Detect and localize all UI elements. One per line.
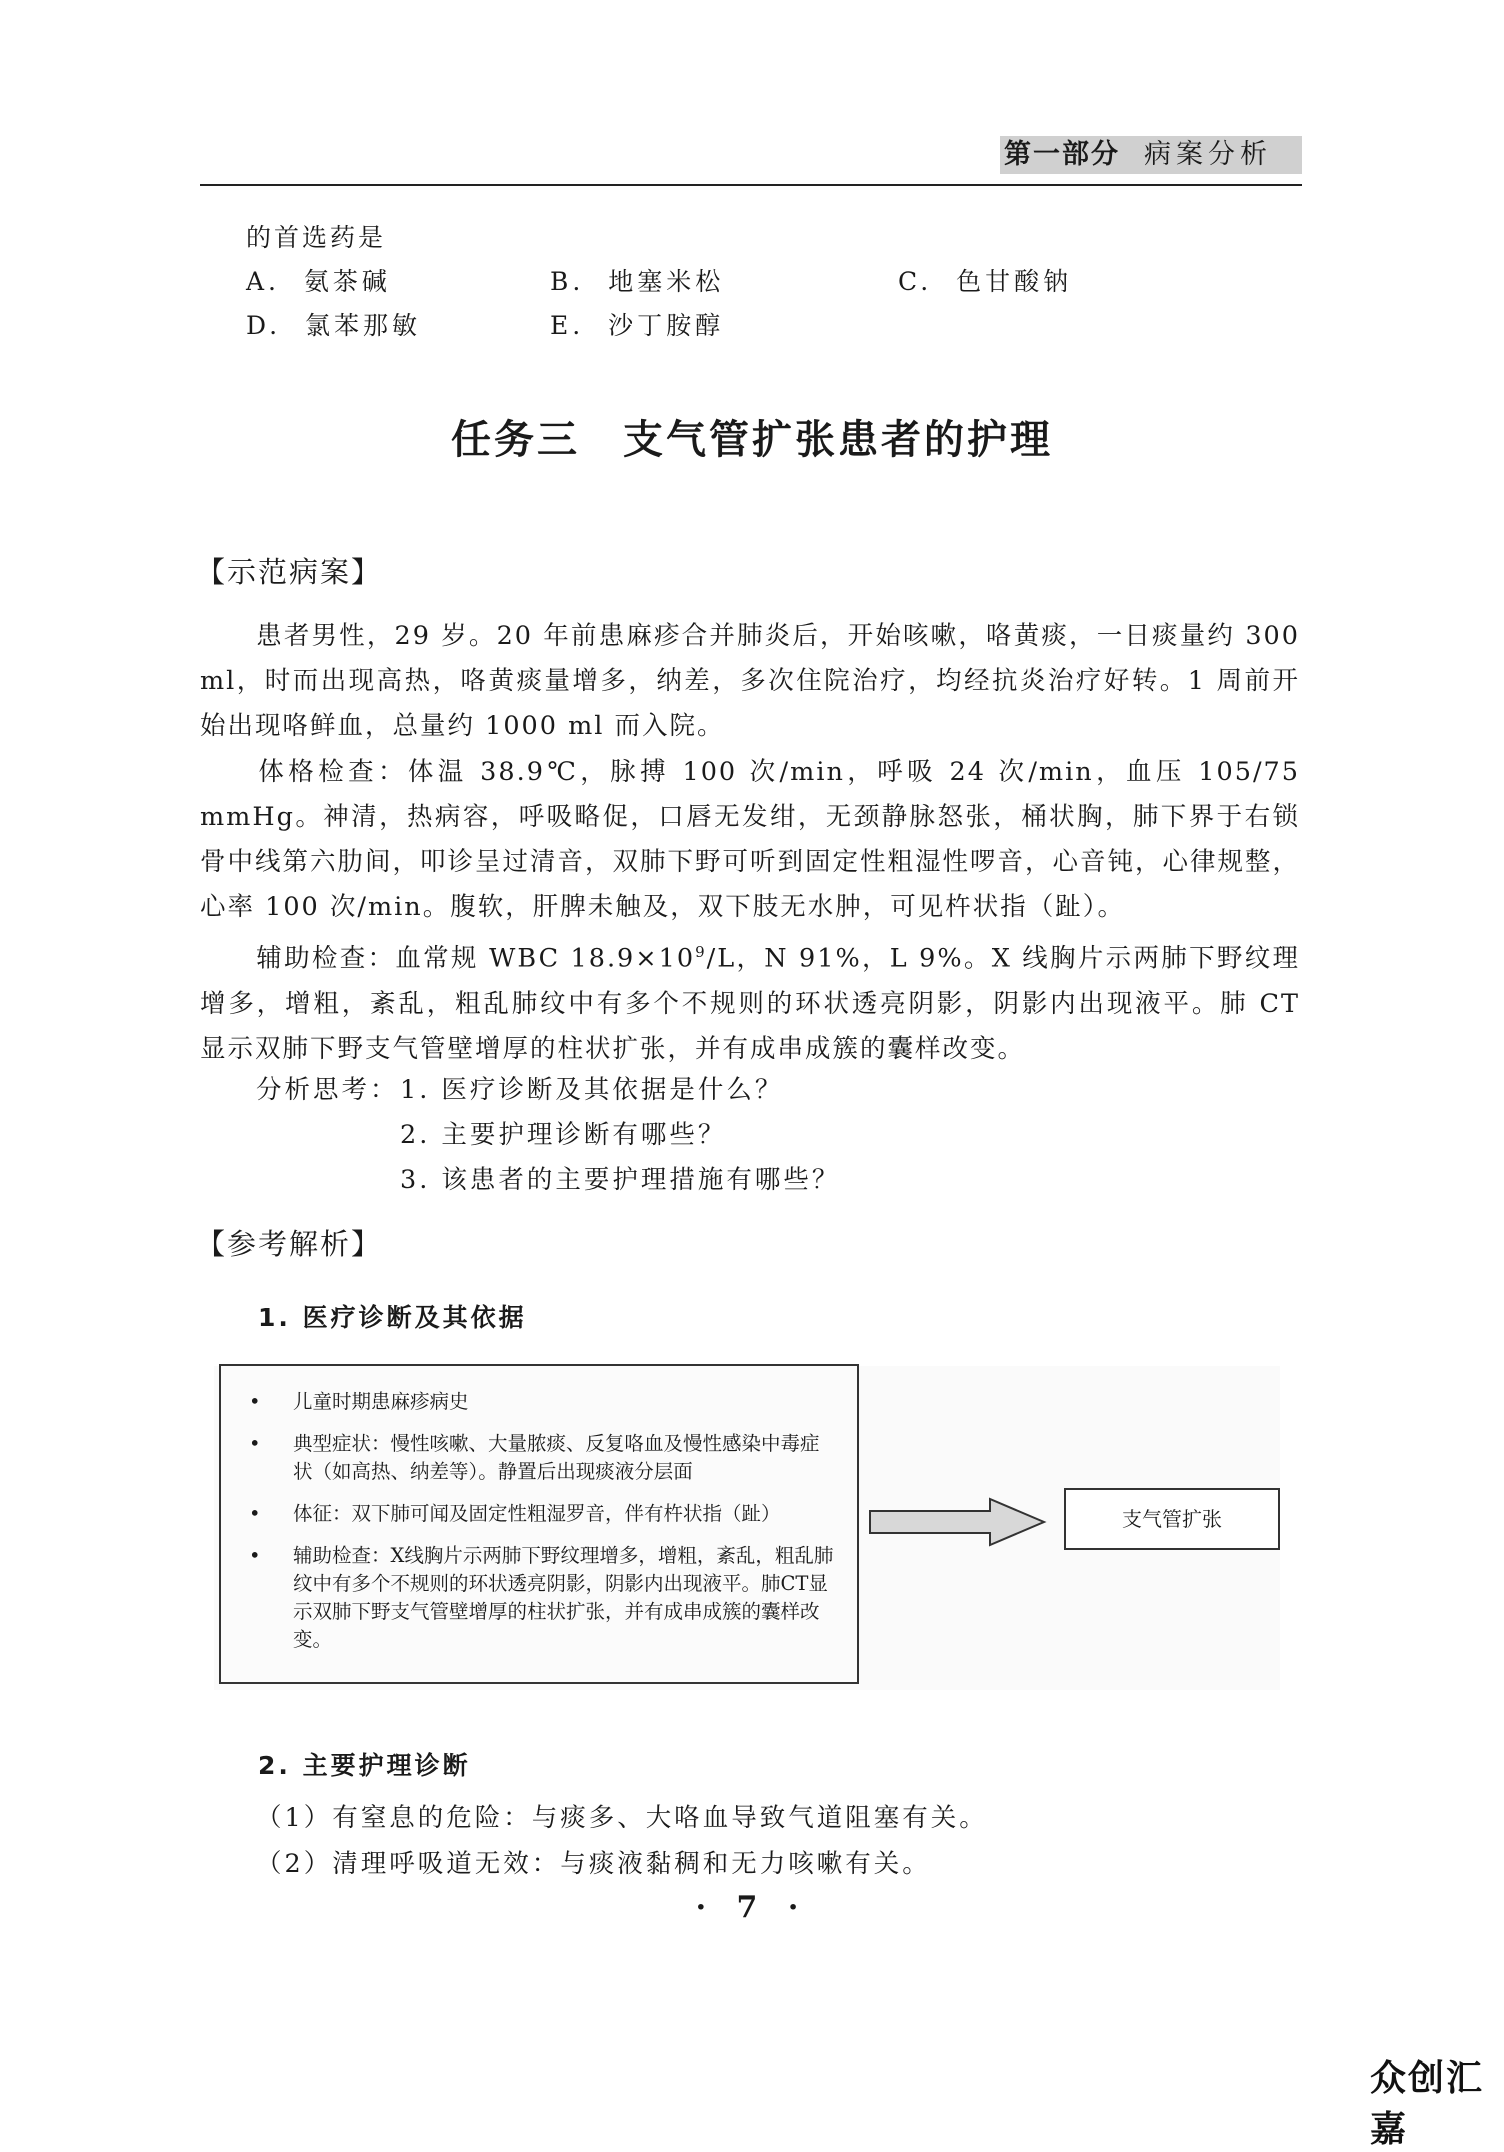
option-text: 氨茶碱 bbox=[303, 267, 391, 296]
diagnosis-evidence-box bbox=[219, 1364, 859, 1684]
question-stem-tail: 的首选药是 bbox=[246, 223, 387, 252]
diagnosis-result-box: 支气管扩张 bbox=[1064, 1488, 1280, 1550]
option-text: 地塞米松 bbox=[608, 267, 725, 296]
case-para2-text: 体格检查：体温 38.9℃，脉搏 100 次/min，呼吸 24 次/min，血压 105/75 mmHg。神清，热病容，呼吸略促，口唇无发绀，无颈静脉怒张，桶状胸，肺下界于右锁骨中线第六肋间，叩诊呈过清音，双肺下野可听到固定性粗湿性啰音，心音钝，心律规整，心率 100 次/min。腹软，肝脾未触及，双下肢无水肿，可见杵状指（趾）。 bbox=[200, 757, 1301, 922]
case-section-tag: 【示范病案】 bbox=[196, 555, 383, 589]
analysis-heading-1: 1. 医疗诊断及其依据 bbox=[258, 1303, 527, 1332]
think-question-2: 2. 主要护理诊断有哪些？ bbox=[400, 1120, 727, 1150]
analysis-section-tag: 【参考解析】 bbox=[196, 1227, 383, 1261]
option-d bbox=[246, 306, 421, 342]
page-number: · 7 · bbox=[695, 1890, 809, 1925]
think-question-3: 3. 该患者的主要护理措施有哪些？ bbox=[400, 1165, 841, 1195]
evidence-item bbox=[249, 1542, 837, 1654]
option-text: 沙丁胺醇 bbox=[608, 311, 725, 340]
evidence-item bbox=[249, 1388, 837, 1416]
case-para1-text: 患者男性，29 岁。20 年前患麻疹合并肺炎后，开始咳嗽，咯黄痰，一日痰量约 300 ml，时而出现高热，咯黄痰量增多，纳差，多次住院治疗，均经抗炎治疗好转。1 周前开始出现咯鲜血，总量约 1000 ml 而入院。 bbox=[200, 621, 1300, 741]
think-question-1: 1. 医疗诊断及其依据是什么？ bbox=[400, 1075, 784, 1105]
option-letter: C. bbox=[898, 267, 933, 296]
option-letter: A. bbox=[246, 267, 281, 296]
bullet: • bbox=[249, 1390, 261, 1413]
evidence-text: 儿童时期患麻疹病史 bbox=[293, 1390, 469, 1413]
nursing-item-1: （1）有窒息的危险：与痰多、大咯血导致气道阻塞有关。 bbox=[256, 1803, 988, 1833]
evidence-text: 体征：双下肺可闻及固定性粗湿罗音，伴有杵状指（趾） bbox=[293, 1502, 781, 1525]
evidence-text: 典型症状：慢性咳嗽、大量脓痰、反复咯血及慢性感染中毒症状（如高热、纳差等）。静置后出现痰液分层面 bbox=[293, 1432, 820, 1483]
case-para3-text-b: /L，N 91%，L 9%。X 线胸片示两肺下野纹理增多，增粗，紊乱，粗乱肺纹中有多个不规则的环状透亮阴影，阴影内出现液平。肺 CT 显示双肺下野支气管壁增厚的柱状扩张，并有成串成簇的囊样改变。 bbox=[200, 943, 1300, 1064]
evidence-item bbox=[249, 1430, 837, 1486]
evidence-list bbox=[249, 1388, 837, 1668]
header-part: 第一部分 bbox=[1004, 139, 1120, 170]
option-letter: B. bbox=[550, 267, 585, 296]
option-e bbox=[550, 306, 724, 342]
option-letter: D. bbox=[246, 311, 282, 340]
header-rule bbox=[200, 184, 1302, 186]
bullet: • bbox=[249, 1502, 261, 1525]
option-text: 氯苯那敏 bbox=[305, 311, 422, 340]
case-paragraph-1 bbox=[200, 614, 1300, 749]
nursing-item-2: （2）清理呼吸道无效：与痰液黏稠和无力咳嗽有关。 bbox=[256, 1849, 931, 1879]
analysis-heading-2: 2. 主要护理诊断 bbox=[258, 1751, 471, 1780]
case-paragraph-3 bbox=[200, 930, 1300, 1072]
header-subtitle: 病案分析 bbox=[1144, 139, 1272, 170]
evidence-item bbox=[249, 1500, 837, 1528]
think-label: 分析思考： bbox=[256, 1075, 399, 1105]
option-text: 色甘酸钠 bbox=[956, 267, 1073, 296]
option-a bbox=[246, 262, 391, 298]
case-paragraph-2 bbox=[200, 750, 1300, 930]
bullet: • bbox=[249, 1544, 261, 1567]
option-c bbox=[898, 262, 1072, 298]
case-para3-superscript: 9 bbox=[695, 943, 707, 961]
option-letter: E. bbox=[550, 311, 585, 340]
watermark-logo: 众创汇嘉 bbox=[1370, 2058, 1485, 2150]
bullet: • bbox=[249, 1432, 261, 1455]
running-header bbox=[1000, 136, 1302, 174]
option-b bbox=[550, 262, 724, 298]
task-title: 任务三 支气管扩张患者的护理 bbox=[451, 417, 1053, 463]
arrow-right-icon bbox=[868, 1496, 1048, 1548]
evidence-text: 辅助检查：X线胸片示两肺下野纹理增多，增粗，紊乱，粗乱肺纹中有多个不规则的环状透亮阴影，阴影内出现液平。肺CT显示双肺下野支气管壁增厚的柱状扩张，并有成串成簇的囊样改变。 bbox=[293, 1544, 834, 1651]
case-para3-text-a: 辅助检查：血常规 WBC 18.9×10 bbox=[256, 943, 696, 974]
